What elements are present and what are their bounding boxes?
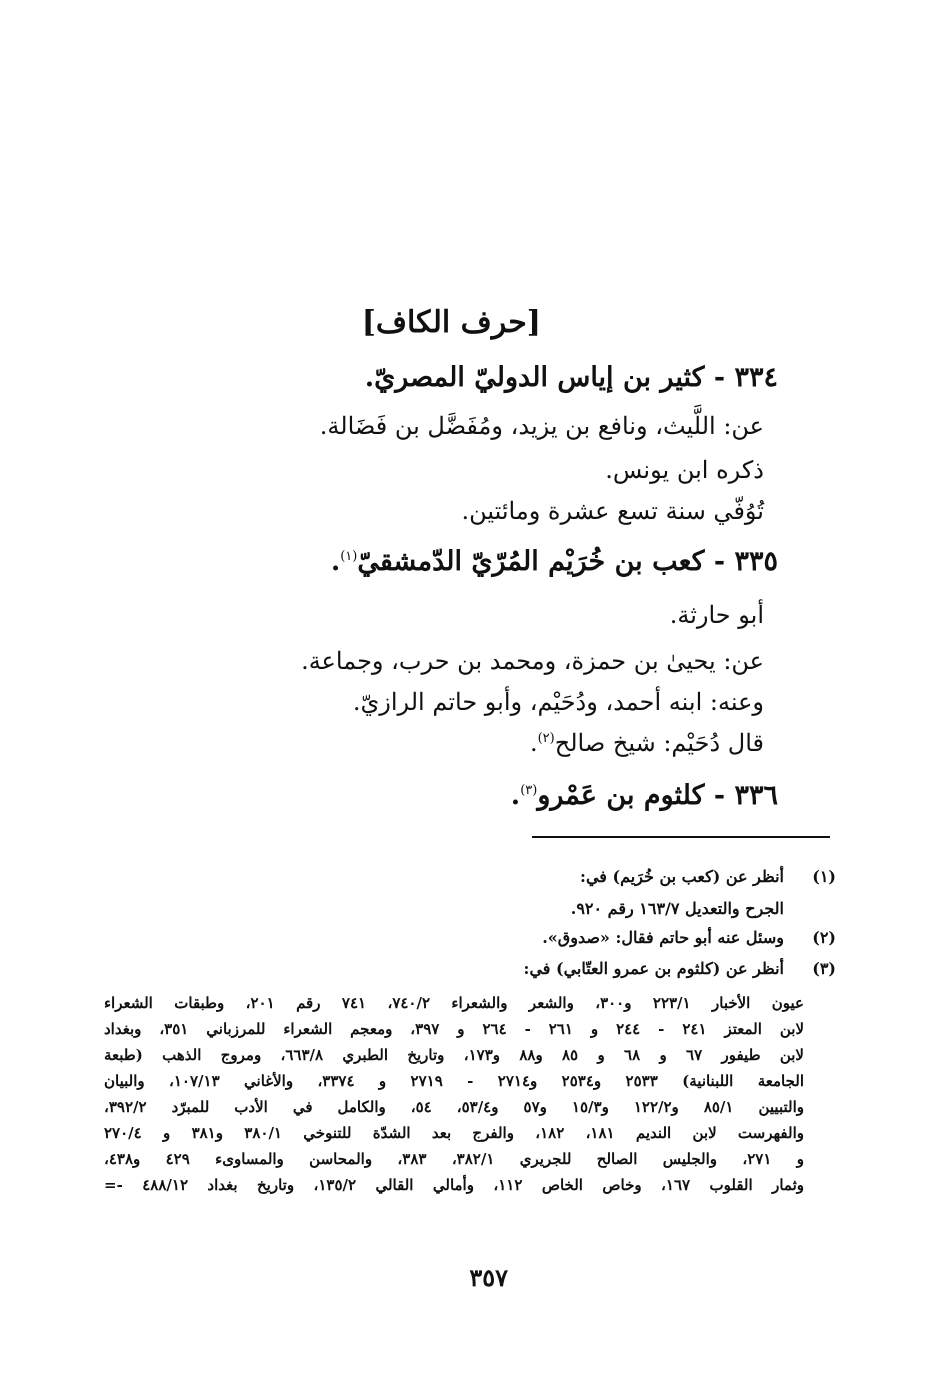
footnote-3-paragraph: [104, 990, 804, 1198]
footnote-3-paragraph-line: لابن المعتز ٢٤١ - ٢٤٤ و ٢٦١ - ٢٦٤ و ٣٩٧، ومعجم الشعراء للمرزباني ٣٥١، وبغداد: [104, 1020, 804, 1038]
footnote-3-line-1: أنظر عن (كلثوم بن عمرو العتّابي) في:: [523, 959, 784, 978]
footnote-1-line-2: الجرح والتعديل ١٦٣/٧ رقم ٩٢٠.: [570, 899, 784, 918]
footnote-3-paragraph-line: والفهرست لابن النديم ١٨١، ١٨٢، والفرج بعد الشدّة للتنوخي ٣٨٠/١ و٣٨١ و ٢٧٠/٤: [104, 1124, 804, 1142]
entry-334-line-1: عن: اللَّيث، ونافع بن يزيد، ومُفَضَّل بن فَضَالة.: [319, 412, 764, 440]
entry-334-line-3: تُوُفّي سنة تسع عشرة ومائتين.: [461, 497, 764, 525]
footnote-ref-3: (٣): [520, 783, 538, 798]
chapter-heading: [حرف الكاف]: [361, 305, 541, 340]
entry-335-line-1: أبو حارثة.: [669, 601, 764, 629]
footnote-1-number: (١): [812, 867, 836, 886]
entry-335-quote-text: قال دُحَيْم: شيخ صالح: [554, 729, 764, 757]
entry-336-title-text: ٣٣٦ - كلثوم بن عَمْرو: [537, 780, 778, 811]
footnote-3-paragraph-line: الجامعة اللبنانية) ٢٥٣٣ و٢٥٣٤ و٢٧١٤ - ٢٧١٩ و ٣٣٧٤، والأغاني ١٠٧/١٣، والبيان: [104, 1072, 804, 1090]
footnote-3-number: (٣): [812, 959, 836, 978]
page-number: ٣٥٧: [469, 1263, 508, 1292]
entry-335-quote: [530, 729, 764, 757]
footnote-3-paragraph-line: لابن طيفور ٦٧ و ٦٨ و ٨٥ و٨٨ و١٧٣، وتاريخ الطبري ٦٦٣/٨، ومروج الذهب (طبعة: [104, 1046, 804, 1064]
entry-335-line-3: وعنه: ابنه أحمد، ودُحَيْم، وأبو حاتم الرازيّ.: [352, 688, 764, 716]
footnote-3-paragraph-line: و ٢٧١، والجليس الصالح للجريري ٣٨٢/١، ٣٨٣، والمحاسن والمساوىء ٤٢٩ و٤٣٨،: [104, 1150, 804, 1168]
entry-334-line-2: ذكره ابن يونس.: [605, 456, 764, 484]
entry-336-title: [511, 780, 778, 811]
footnote-1-line-1: أنظر عن (كعب بن خُرَيم) في:: [580, 867, 784, 886]
entry-335-line-2: عن: يحيىٰ بن حمزة، ومحمد بن حرب، وجماعة.: [301, 647, 764, 675]
entry-335-title-text: ٣٣٥ - كعب بن خُرَيْم المُرّيّ الدّمشقيّ: [357, 546, 778, 577]
entry-335-quote-end: .: [529, 729, 538, 757]
footnote-3-paragraph-line: والتبيين ٨٥/١ و١٢٢/٢ و١٥/٣ و٥٧ و٥٣/٤، ٥٤، والكامل في الأدب للمبرّد ٣٩٢/٢،: [104, 1098, 804, 1116]
footnote-ref-2: (٢): [537, 731, 555, 746]
footnote-ref-1: (١): [340, 549, 358, 564]
footnote-3-paragraph-line: وثمار القلوب ١٦٧، وخاص الخاص ١١٢، وأمالي القالي ١٣٥/٢، وتاريخ بغداد ٤٨٨/١٢ -=: [104, 1176, 804, 1194]
entry-334-title: ٣٣٤ - كثير بن إياس الدوليّ المصريّ.: [364, 362, 778, 393]
entry-335-title-end: .: [330, 546, 341, 577]
footnote-3-paragraph-line: عيون الأخبار ٢٢٣/١ و٣٠٠، والشعر والشعراء ٧٤٠/٢، ٧٤١ رقم ٢٠١، وطبقات الشعراء: [104, 994, 804, 1012]
entry-336-title-end: .: [510, 780, 521, 811]
entry-335-title: [331, 546, 778, 577]
footnote-separator: [532, 836, 830, 838]
footnote-2-number: (٢): [812, 928, 836, 947]
footnote-2-line-1: وسئل عنه أبو حاتم فقال: «صدوق».: [542, 928, 784, 947]
